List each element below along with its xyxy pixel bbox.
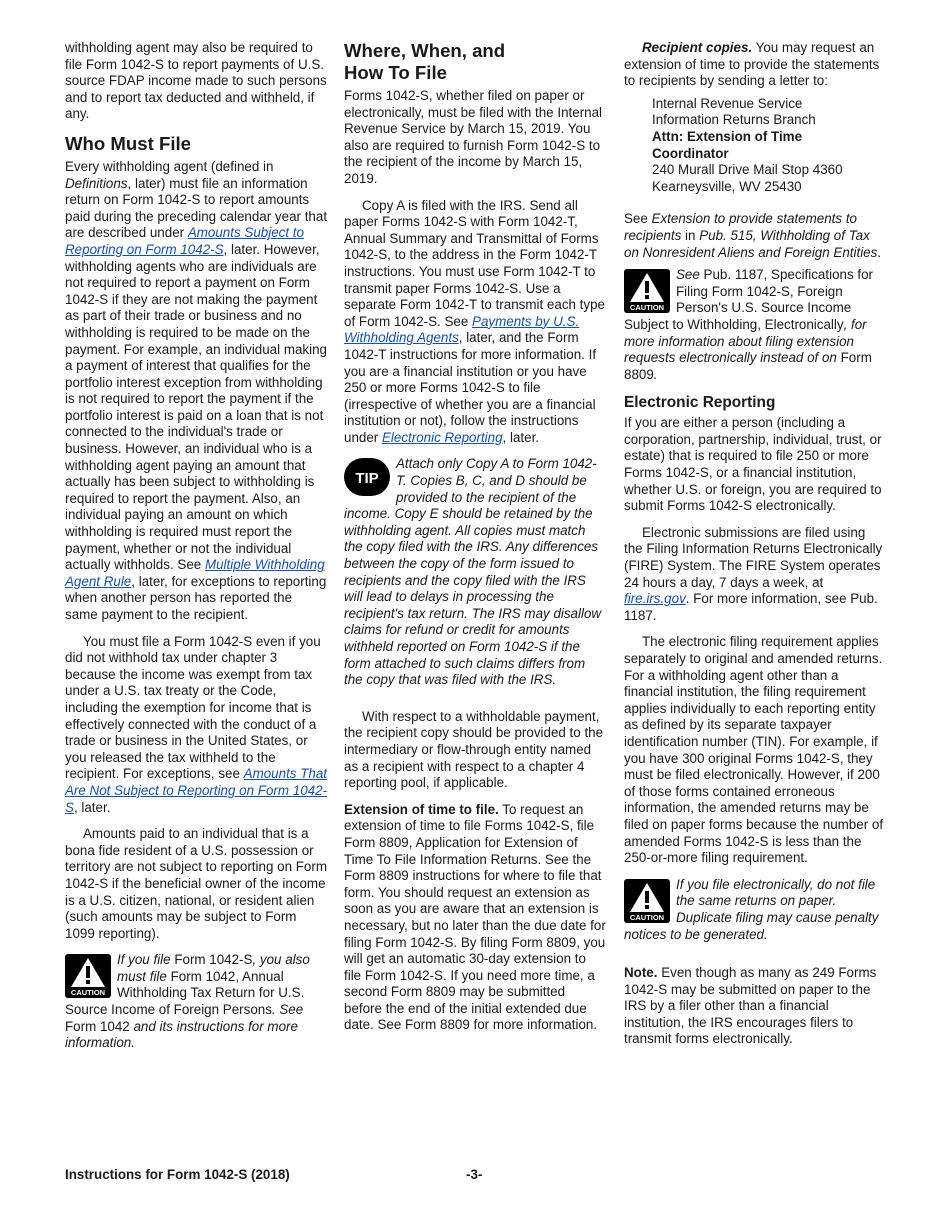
caution-icon	[624, 269, 670, 313]
column-1	[65, 40, 328, 1062]
amounts-subject-link[interactable]: Amounts Subject to Reporting on Form 1042-S	[65, 225, 304, 257]
svg-text:CAUTION: CAUTION	[629, 912, 665, 922]
filing-requirement-paragraph: The electronic filing requirement applies separately to original and amended returns. For a withholding agent other than a financial institution, the filing requirement applies individually to each reporting entity as defined by its separate taxpayer identification number (TIN). For example, if you have 300 original Forms 1042-S, they must be filed electronically. However, if 200 of those forms contained erroneous information, the amended returns may be filed on paper forms because the number of amended Forms 1042-S is less than the 250-or-more filing requirement.	[624, 634, 884, 866]
intro-paragraph: withholding agent may also be required to file Form 1042-S to report payments of U.S. source FDAP income made to such persons and to report tax deducted and withheld, if any.	[65, 40, 327, 122]
who-must-file-paragraph: Every withholding agent (defined in Definitions, later) must file an information return on Form 1042-S to report amounts paid during the preceding calendar year that are described under Amounts Subject to Reporting on Form 1042-S, later. However, withholding agents who are individuals are not required to report a payment on Form 1042-S if they are not making the payment as part of their trade or business and no withholding is required to be made on the payment. For example, an individual making a payment of interest that qualifies for the portfolio interest exception from withholding is not required to report the payment if the portfolio interest is paid on a loan that is not connected to the individual's trade or business. However, an individual who is a withholding agent paying an amount that actually has been subject to withholding is required to report the payment. Also, an individual paying an amount on which withholding is required must report the payment, whether or not the individual actually withholds. See Multiple Withholding Agent Rule, later, for exceptions to reporting when another person has reported the same payment to the recipient.	[65, 158, 328, 622]
tip-note: TIP Attach only Copy A to Form 1042-T. Copies B, C, and D should be provided to the recipient of the income. Copy E should be retained by the withholding agent. All copies must match the copy filed with the IRS. Any differences between the copy of the form issued to recipients and the copy filed with the IRS will lead to delays in processing the recipient's tax return. The IRS may disallow claims for refund or credit for amounts withheld reported on Form 1042-S if the form attached to such claims differs from the copy that was filed with the IRS.	[344, 456, 602, 688]
who-must-file-heading: Who Must File	[65, 132, 192, 154]
bona-fide-paragraph: Amounts paid to an individual that is a bona fide resident of a U.S. possession or territory are not subject to reporting on Form 1042-S if the beneficial owner of the income is a U.S. citizen, national, or resident alien (such amounts may be subject to Form 1099 reporting).	[65, 826, 327, 941]
payments-by-us-link[interactable]: Payments by U.S. Withholding Agents	[344, 313, 580, 346]
fire-system-paragraph: Electronic submissions are filed using the Filing Information Returns Electronically (FIRE) System. The FIRE System operates 24 hours a day, 7 days a week, at fire.irs.gov. For more information, see Pub. 1187.	[624, 524, 883, 623]
amounts-not-subject-link[interactable]: Amounts That Are Not Subject to Reporting on Form 1042-S	[65, 766, 327, 815]
footer-title: Instructions for Form 1042-S (2018)	[65, 1167, 290, 1182]
where-when-heading: Where, When, and How To File	[344, 40, 506, 83]
extension-paragraph: Extension of time to file. To request an extension of time to file Forms 1042-S, file Form 8809, Application for Extension of Time To File Information Returns. See the Form 8809 instructions for where to file that form. You should request an extension as soon as you are aware that an extension is necessary, but no later than the due date for filing Form 1042-S. By filing Form 8809, you will get an automatic 30-day extension to file Form 1042-S. If you need more time, a second Form 8809 may be submitted before the end of the initial extended due date. See Form 8809 for more information.	[344, 801, 606, 1033]
column-3	[624, 40, 886, 1058]
filing-deadline-paragraph: Forms 1042-S, whether filed on paper or electronically, must be filed with the Internal Revenue Service by March 15, 2019. You also are required to furnish Form 1042-S to the recipient of the income by March 15, 2019.	[344, 88, 603, 186]
svg-text:CAUTION: CAUTION	[70, 988, 106, 998]
withholdable-payment-paragraph: With respect to a withholdable payment, the recipient copy should be provided to the intermediary or flow-through entity named as a recipient with respect to a chapter 4 reporting pool, if applicable.	[344, 708, 604, 791]
fire-irs-gov-link[interactable]: fire.irs.gov	[624, 591, 686, 607]
caution-note-duplicate: CAUTION If you file electronically, do not file the same returns on paper. Duplicate filing may cause penalty notices to be generated.	[624, 876, 879, 942]
svg-text:TIP: TIP	[355, 470, 379, 488]
svg-text:CAUTION: CAUTION	[629, 303, 665, 313]
tip-icon	[344, 458, 390, 496]
recipient-copies-paragraph: Recipient copies. You may request an extension of time to provide the statements to recipients by sending a letter to:	[624, 40, 880, 89]
irs-address: Internal Revenue Service Information Returns Branch Attn: Extension of Time Coordinator 240 Murall Drive Mail Stop 4360 Kearneysville, WV 25430	[652, 95, 843, 194]
electronic-reporting-heading: Electronic Reporting	[624, 394, 776, 412]
see-extension-paragraph: See Extension to provide statements to recipients in Pub. 515, Withholding of Tax on Nonresident Aliens and Foreign Entities.	[624, 211, 882, 260]
caution-note: CAUTION If you file Form 1042-S, you also must file Form 1042, Annual Withholding Tax Return for U.S. Source Income of Foreign Persons. See Form 1042 and its instructions for more information.	[65, 952, 310, 1051]
caution-icon	[65, 954, 111, 998]
caution-note-pub1187: CAUTION See Pub. 1187, Specifications for Filing Form 1042-S, Foreign Person's U.S. Source Income Subject to Withholding, Electronically, for more information about filing extension requests electronically instead of on Form 8809.	[624, 267, 874, 382]
column-2	[344, 40, 606, 1044]
multiple-withholding-link[interactable]: Multiple Withholding Agent Rule	[65, 557, 325, 589]
must-file-paragraph: You must file a Form 1042-S even if you did not withhold tax under chapter 3 because the income was exempt from tax under a U.S. tax treaty or the Code, including the exemption for income that is effectively connected with the conduct of a trade or business in the United States, or you released the tax withheld to the recipient. For exceptions, see Amounts That Are Not Subject to Reporting on Form 1042-S, later.	[65, 633, 327, 815]
caution-icon	[624, 879, 670, 923]
copy-a-paragraph: Copy A is filed with the IRS. Send all paper Forms 1042-S with Form 1042-T, Annual Summary and Transmittal of Forms 1042-S, to the address in the Form 1042-T instructions. You must use Form 1042-T to transmit paper Forms 1042-S. Use a separate Form 1042-T to transmit each type of Form 1042-S. See Payments by U.S. Withholding Agents, later, and the Form 1042-T instructions for more information. If you are a financial institution or you have 250 or more Forms 1042-S to file (irrespective of whether you are a financial institution or not), follow the instructions under Electronic Reporting, later.	[344, 197, 605, 445]
electronic-reporting-link[interactable]: Electronic Reporting	[381, 429, 503, 445]
note-paragraph: Note. Even though as many as 249 Forms 1042-S may be submitted on paper to the IRS by a filer other than a financial institution, the IRS encourages filers to transmit forms electronically.	[624, 965, 877, 1047]
page-number: -3-	[466, 1167, 483, 1182]
electronic-reporting-paragraph: If you are either a person (including a corporation, partnership, individual, trust, or estate) that is required to file 250 or more Forms 1042-S, or a financial institution, whether U.S. or foreign, you are required to submit Forms 1042-S electronically.	[624, 415, 882, 514]
